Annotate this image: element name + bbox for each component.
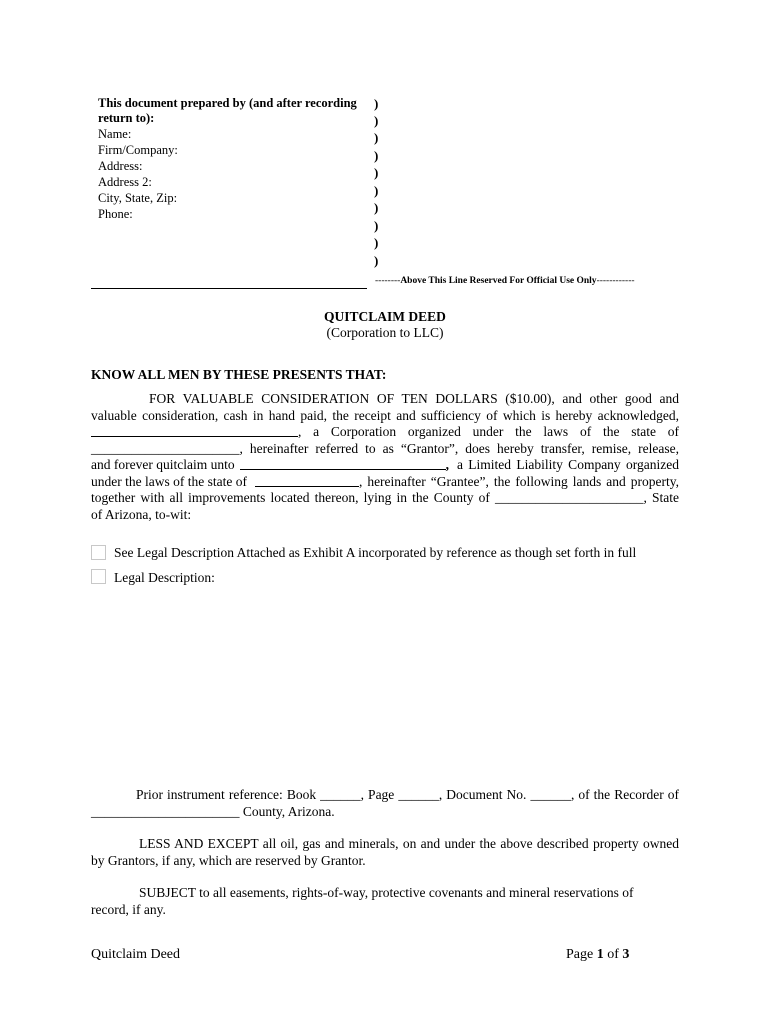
subject-to-line-1: SUBJECT to all easements, rights-of-way, protective covenants and mineral reservations of — [139, 885, 634, 900]
bracket-mark: ) — [374, 183, 379, 198]
bracket-mark: ) — [374, 165, 379, 180]
consideration-line-3 — [91, 424, 679, 441]
consideration-line-5 — [91, 457, 679, 474]
grantor-state-blank[interactable]: ______________________ — [91, 440, 240, 456]
grantor-name-blank[interactable] — [91, 424, 298, 437]
preparer-city-label: City, State, Zip: — [98, 191, 178, 205]
less-except-paragraph — [91, 836, 679, 869]
prior-instrument-line-1: Prior instrument reference: Book ______, Page ______, Document No. ______, of the Recorder of — [136, 787, 679, 802]
bracket-mark: ) — [374, 253, 379, 268]
consideration-paragraph — [91, 391, 679, 523]
exhibit-a-label: See Legal Description Attached as Exhibit A incorporated by reference as though set forth in full — [114, 545, 637, 560]
footer-current-page: 1 — [596, 947, 604, 962]
footer-document-name: Quitclaim Deed — [91, 947, 181, 962]
bracket-mark: ) — [374, 130, 379, 145]
legal-description-label: Legal Description: — [114, 570, 215, 585]
consideration-line-1: FOR VALUABLE CONSIDERATION OF TEN DOLLARS ($10.00), and other good and — [149, 391, 679, 406]
deed-title: QUITCLAIM DEED — [324, 309, 446, 324]
consideration-line-6 — [91, 474, 679, 491]
preparer-phone-label: Phone: — [98, 207, 133, 221]
consideration-line-2: valuable consideration, cash in hand paid, the receipt and sufficiency of which is hereby acknowledged, — [91, 407, 679, 423]
consideration-line-4 — [91, 441, 679, 458]
official-use-notice — [375, 276, 635, 286]
deed-subtitle: (Corporation to LLC) — [326, 325, 444, 340]
consideration-line-6-end: , hereinafter “Grantee”, the following lands and property, — [358, 473, 679, 489]
bracket-mark: ) — [374, 218, 379, 233]
footer-page-word: Page — [566, 947, 594, 962]
official-use-text: Above This Line Reserved For Official Use Only — [400, 276, 597, 286]
preparer-name-label: Name: — [98, 127, 132, 141]
consideration-line-7: together with all improvements located thereon, lying in the County of ______________________, State — [91, 490, 679, 505]
grantee-state-blank[interactable] — [255, 474, 359, 487]
know-all-men-heading: KNOW ALL MEN BY THESE PRESENTS THAT: — [91, 367, 387, 382]
bracket-mark: ) — [374, 96, 379, 111]
legal-description-checkbox[interactable] — [91, 569, 106, 584]
bracket-mark: ) — [374, 200, 379, 215]
footer-total-pages: 3 — [622, 947, 630, 962]
preparer-header: This document prepared by (and after recording return to): — [98, 96, 357, 125]
bracket-mark: ) — [374, 148, 379, 163]
official-dashes-left: -------- — [375, 276, 401, 286]
consideration-line-6-start: under the laws of the state of — [91, 473, 247, 489]
consideration-line-5-comma: , — [445, 457, 449, 472]
exhibit-a-checkbox[interactable] — [91, 545, 106, 560]
official-dashes-right: ------------ — [596, 276, 635, 286]
consideration-line-8: of Arizona, to-wit: — [91, 506, 192, 522]
bracket-mark: ) — [374, 113, 379, 128]
footer-page-number — [566, 947, 629, 963]
recording-divider-line — [91, 288, 367, 289]
preparer-firm-label: Firm/Company: — [98, 143, 178, 157]
preparer-address-label: Address: — [98, 159, 143, 173]
prior-instrument-line-2: ______________________ County, Arizona. — [91, 803, 335, 819]
less-except-line-2: by Grantors, if any, which are reserved by Grantor. — [91, 852, 366, 868]
preparer-address2-label: Address 2: — [98, 175, 152, 189]
subject-to-line-2: record, if any. — [91, 901, 166, 917]
prior-instrument-paragraph — [91, 787, 679, 820]
consideration-line-5-end: a Limited Liability Company organized — [456, 457, 679, 472]
subject-to-paragraph — [91, 885, 651, 918]
less-except-line-1: LESS AND EXCEPT all oil, gas and minerals, on and under the above described property owned — [139, 836, 679, 851]
consideration-line-5-start: and forever quitclaim unto — [91, 457, 235, 472]
consideration-line-4-text: , hereinafter referred to as “Grantor”, does hereby transfer, remise, release, — [239, 440, 679, 456]
grantee-name-blank[interactable] — [240, 457, 446, 470]
consideration-line-3-text: , a Corporation organized under the laws of the state of — [298, 424, 679, 439]
bracket-mark: ) — [374, 235, 379, 250]
footer-of-word: of — [607, 947, 619, 962]
